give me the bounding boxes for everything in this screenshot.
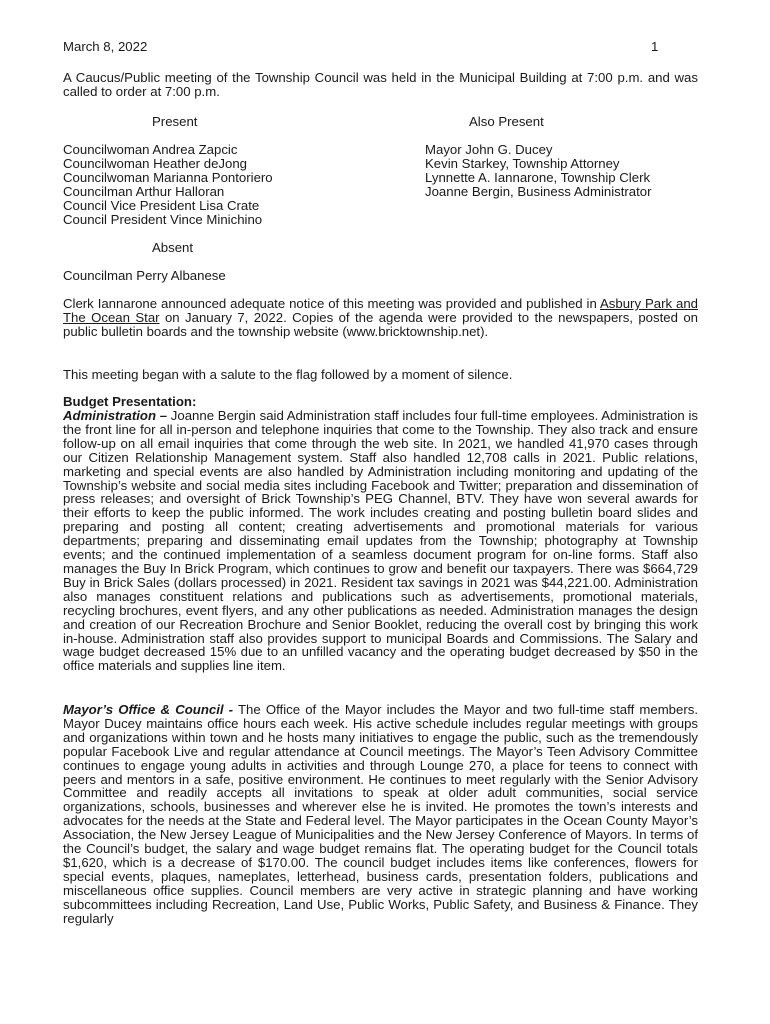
mayor-council-label: Mayor’s Office & Council - (63, 702, 234, 717)
salute-paragraph: This meeting began with a salute to the flag followed by a moment of silence. (63, 367, 513, 382)
also-present-member: Kevin Starkey, Township Attorney (425, 155, 620, 171)
page-number: 1 (651, 39, 659, 54)
also-present-heading: Also Present (469, 114, 544, 129)
also-present-member: Lynnette A. Iannarone, Township Clerk (425, 169, 651, 185)
present-member: Council President Vince Minichino (63, 211, 263, 227)
also-present-member: Mayor John G. Ducey (425, 142, 553, 157)
newspapers-names: Asbury Park and The Ocean Star (63, 296, 698, 325)
present-member: Council Vice President Lisa Crate (63, 197, 260, 213)
notice-paragraph (63, 297, 698, 339)
administration-paragraph (63, 409, 698, 673)
absent-member: Councilman Perry Albanese (63, 268, 226, 283)
mayor-council-paragraph (63, 703, 698, 926)
absent-heading: Absent (152, 240, 194, 255)
meeting-date: March 8, 2022 (63, 39, 148, 54)
present-member: Councilwoman Marianna Pontoriero (63, 169, 273, 185)
also-present-list (425, 143, 652, 199)
present-heading: Present (152, 114, 198, 129)
notice-text-after: on January 7, 2022. Copies of the agenda were provided to the newspapers, posted on public bulletin boards and the township website (www.bricktownship.net). (63, 309, 699, 339)
notice-text-before: Clerk Iannarone announced adequate notice of this meeting was provided and published in (63, 296, 600, 311)
also-present-member: Joanne Bergin, Business Administrator (425, 183, 652, 199)
present-list (63, 143, 273, 226)
administration-text: Joanne Bergin said Administration staff includes four full-time employees. Administration is the front line for all in-person and telephone inquiries that come to the Township. They also track and ensure follow-up on all email inquiries that come through the web site. In 2021, we handled 41,970 cases through our Citizen Relationship Management system. Staff also handled 12,708 calls in 2021. Public relations, marketing and special events are also handled by Administration including monitoring and updating of the Township’s website and social media sites including Facebook and Twitter; preparation and dissemination of press releases; and oversight of Brick Township’s PEG Channel, BTV. They have won several awards for their efforts to keep the public informed. The work includes creating and posting bulletin board slides and preparing and posting all content; creating advertisements and promotional materials for various departments; preparing and disseminating email updates from the Township; photography at Township events; and the continued implementation of a seamless document program for on-line forms. Staff also manages the Buy In Brick Program, which continues to grow and benefit our taxpayers. There was $664,729 Buy in Brick Sales (dollars processed) in 2021. Resident tax savings in 2021 was $44,221.00. Administration also manages constituent relations and publications such as advertisements, promotional materials, recycling brochures, event flyers, and any other publications as needed. Administration manages the design and creation of our Recreation Brochure and Senior Booklet, reducing the overall cost by bringing this work in-house. Administration staff also provides support to municipal Boards and Commissions. The Salary and wage budget decreased 15% due to an unfilled vacancy and the operating budget decreased by $50 in the office materials and supplies line item. (63, 408, 698, 674)
budget-heading: Budget Presentation: (63, 394, 197, 409)
present-member: Councilwoman Andrea Zapcic (63, 142, 238, 157)
intro-paragraph: A Caucus/Public meeting of the Township Council was held in the Municipal Building at 7:00 p.m. and was called to order at 7:00 p.m. (63, 70, 698, 99)
administration-label: Administration – (63, 408, 168, 423)
present-member: Councilwoman Heather deJong (63, 155, 248, 171)
present-member: Councilman Arthur Halloran (63, 183, 225, 199)
mayor-council-text: The Office of the Mayor includes the Mayor and two full-time staff members. Mayor Ducey maintains office hours each week. His active schedule includes regular meetings with groups and organizations within town and he hosts many initiatives to engage the public, such as the tremendously popular Facebook Live and regular attendance at Council meetings. The Mayor’s Teen Advisory Committee continues to engage young adults in activities and through Lounge 270, a place for teens to connect with peers and mentors in a safe, positive environment. He continues to meet regularly with the Senior Advisory Committee and readily accepts all invitations to speak at older adult communities, social service organizations, schools, businesses and wherever else he is invited. He promotes the town’s interests and advocates for the needs at the State and Federal level. The Mayor participates in the Ocean County Mayor’s Association, the New Jersey League of Municipalities and the New Jersey Conference of Mayors. In terms of the Council’s budget, the salary and wage budget remains flat. The operating budget for the Council totals $1,620, which is a decrease of $170.00. The council budget includes items like conferences, flowers for special events, plaques, nameplates, letterhead, business cards, presentation folders, publications and miscellaneous office supplies. Council members are very active in strategic planning and have working subcommittees including Recreation, Land Use, Public Works, Public Safety, and Business & Finance. They regularly (63, 702, 699, 926)
